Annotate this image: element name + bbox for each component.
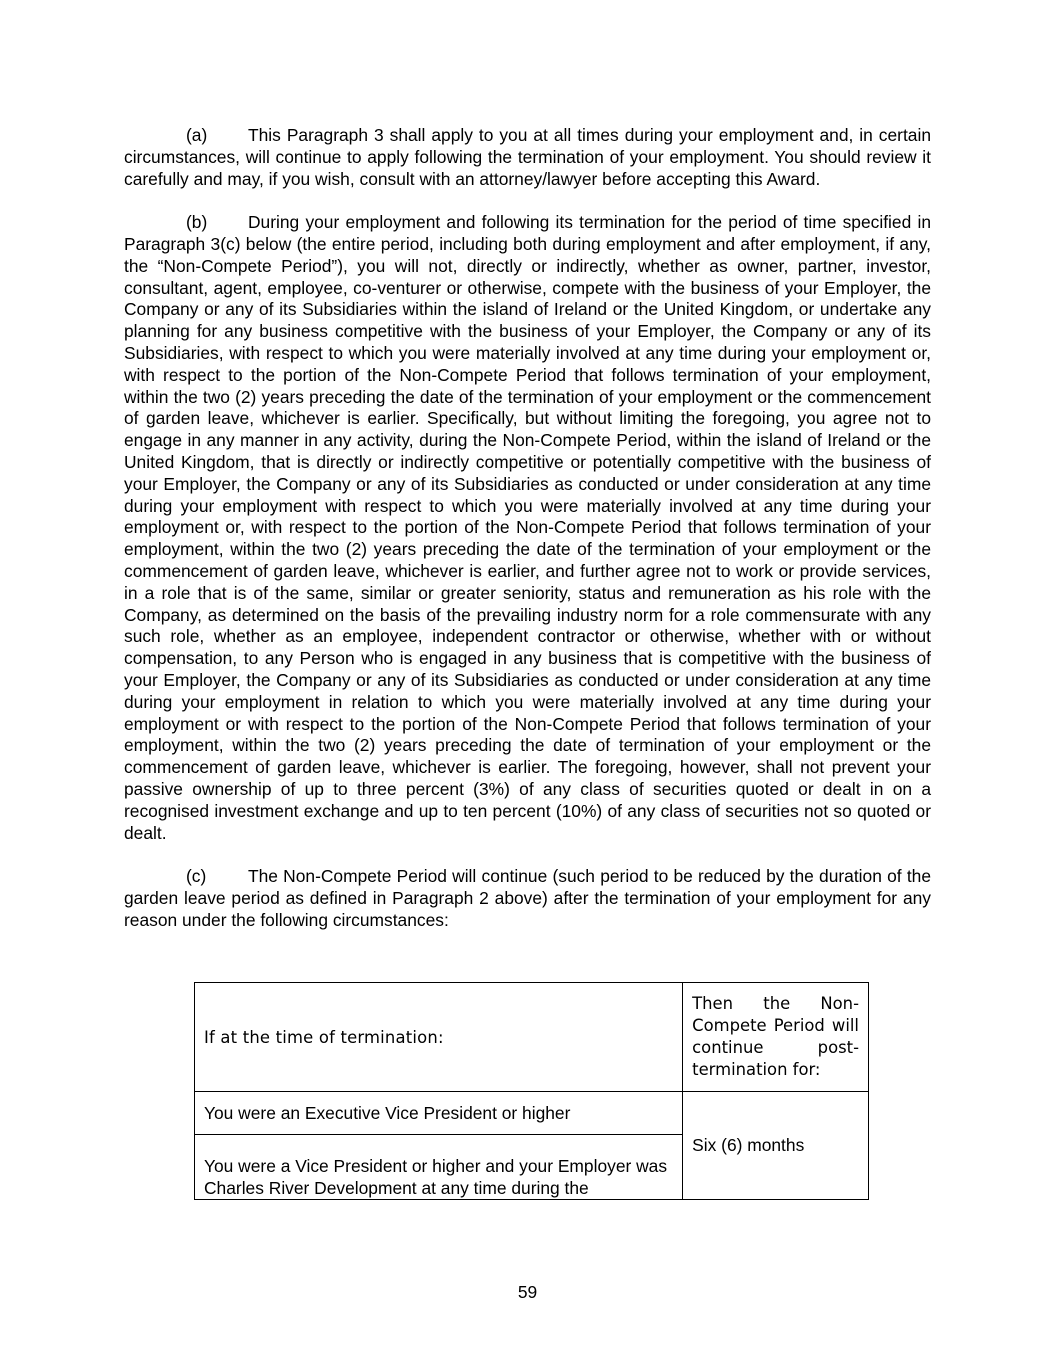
paragraph-c-marker: (c) <box>186 866 207 887</box>
table-header-right: Then the Non-Compete Period will continue post-termination for: <box>683 983 869 1092</box>
paragraph-a-text: This Paragraph 3 shall apply to you at all times during your employment and, in certain circumstances, will continue to apply following the termination of your employment. You should review it carefully and may, if you wish, consult with an attorney/lawyer before accepting this Award. <box>124 125 931 189</box>
table-period-cell: Six (6) months <box>683 1092 869 1200</box>
paragraph-a <box>124 125 931 190</box>
table-header-row <box>195 983 869 1092</box>
non-compete-table <box>194 982 869 1200</box>
table-header-left: If at the time of termination: <box>195 983 683 1092</box>
table-row2-text: You were a Vice President or higher and your Employer was Charles River Development at any time during the <box>204 1156 668 1198</box>
paragraph-b <box>124 212 931 844</box>
paragraph-b-marker: (b) <box>186 212 208 233</box>
table-row2-left <box>195 1135 683 1200</box>
table-row <box>195 1092 869 1135</box>
page-number: 59 <box>517 1282 538 1302</box>
paragraph-b-text: During your employment and following its termination for the period of time specified in Paragraph 3(c) below (the entire period, including both during employment and after employment, if any, the “Non-Compete Period”), you will not, directly or indirectly, whether as owner, partner, investor, consultant, agent, employee, co-venturer or otherwise, compete with the business of your Employer, the Company or any of its Subsidiaries within the island of Ireland or the United Kingdom, or undertake any planning for any business competitive with the business of your Employer, the Company or any of its Subsidiaries, with respect to which you were materially involved at any time during your employment or, with respect to the portion of the Non-Compete Period that follows termination of your employment, within the two (2) years preceding the date of the termination of your employment or the commencement of garden leave, whichever is earlier. Specifically, but without limiting the foregoing, you agree not to engage in any manner in any activity, during the Non-Compete Period, within the island of Ireland or the United Kingdom, that is directly or indirectly competitive or potentially competitive with the business of your Employer, the Company or any of its Subsidiaries as conducted or under consideration at any time during your employment with respect to which you were materially involved at any time during your employment or, with respect to the portion of the Non-Compete Period that follows termination of your employment, within the two (2) years preceding the date of the termination of your employment or the commencement of garden leave, whichever is earlier, and further agree not to work or provide services, in a role that is of the same, similar or greater seniority, status and remuneration as his role with the Company, as determined on the basis of the prevailing industry norm for a role commensurate with any such role, whether as an employee, independent contractor or otherwise, whether with or without compensation, to any Person who is engaged in any business that is competitive with the business of your Employer, the Company or any of its Subsidiaries as conducted or under consideration at any time during your employment in relation to which you were materially involved at any time during your employment or with respect to the portion of the Non-Compete Period that follows termination of your employment, within the two (2) years preceding the date of termination of your employment or the commencement of garden leave, whichever is earlier. The foregoing, however, shall not prevent your passive ownership of up to three percent (3%) of any class of securities quoted or dealt in on a recognised investment exchange and up to ten percent (10%) of any class of securities not so quoted or dealt. <box>124 212 931 843</box>
paragraph-a-marker: (a) <box>186 125 208 145</box>
table-row1-left: You were an Executive Vice President or higher <box>195 1092 683 1135</box>
paragraph-c <box>124 866 931 931</box>
document-body <box>124 125 931 953</box>
paragraph-c-text: The Non-Compete Period will continue (such period to be reduced by the duration of the garden leave period as defined in Paragraph 2 above) after the termination of your employment for any reason under the following circumstances: <box>124 866 931 930</box>
